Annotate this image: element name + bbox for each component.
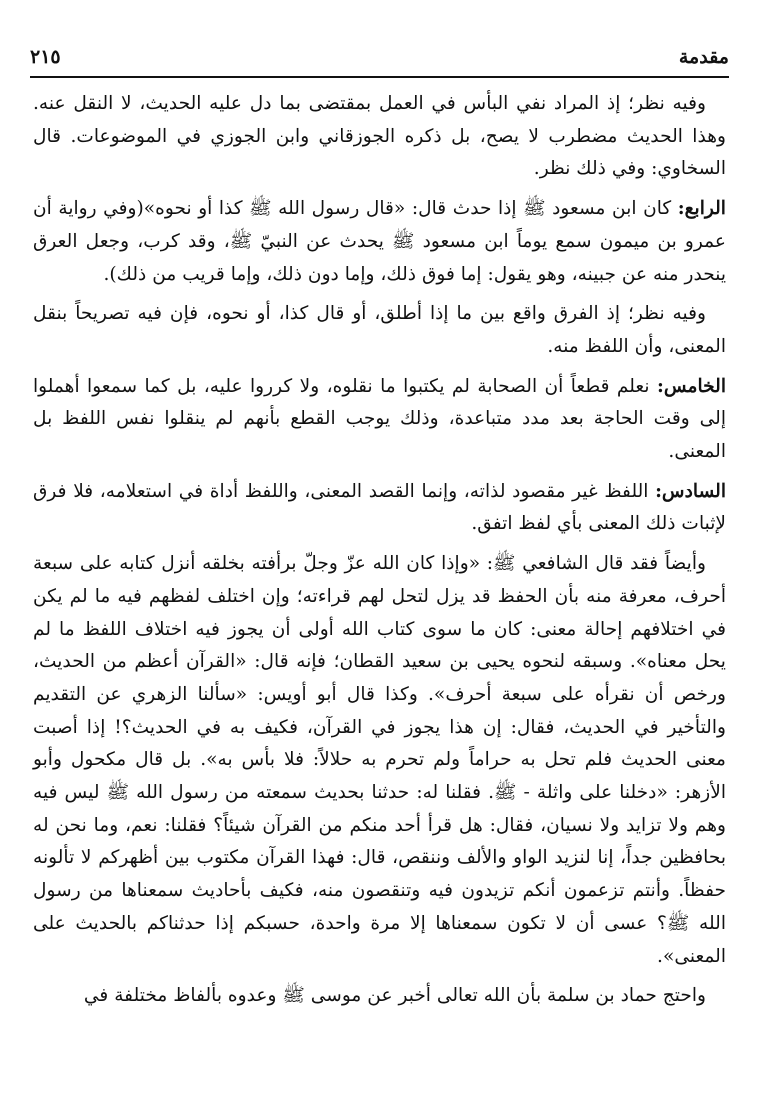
paragraph	[33, 193, 726, 291]
paragraph-label: الخامس:	[656, 375, 726, 397]
page-body	[33, 88, 726, 1020]
page-header	[30, 42, 729, 76]
paragraph-text: اللفظ غير مقصود لذاته، وإنما القصد المعنى، واللفظ أداة في استعلامه، فلا فرق لإثبات ذلك المعنى بأي لفظ اتفق.	[33, 480, 726, 535]
header-rule	[30, 76, 729, 78]
paragraph	[33, 548, 726, 973]
paragraph-text: وفيه نظر؛ إذ المراد نفي البأس في العمل بمقتضى بما دل عليه الحديث، لا النقل عنه. وهذا الحديث مضطرب لا يصح، بل ذكره الجوزقاني وابن الجوزي في الموضوعات. قال السخاوي: وفي ذلك نظر.	[33, 93, 726, 180]
paragraph-text: كان ابن مسعود ﷺ إذا حدث قال: «قال رسول الله ﷺ كذا أو نحوه»(وفي رواية أن عمرو بن ميمون سمع يوماً ابن مسعود ﷺ يحدث عن النبيّ ﷺ، وقد كرب، وجعل العرق ينحدر منه عن جبينه، وهو يقول: إما فوق ذلك، وإما دون ذلك، وإما قريب من ذلك).	[33, 198, 726, 285]
paragraph-label: الرابع:	[677, 198, 726, 220]
paragraph	[33, 476, 726, 541]
paragraph	[33, 298, 726, 363]
paragraph	[33, 88, 726, 186]
paragraph-label: السادس:	[655, 480, 726, 502]
paragraph-text: وفيه نظر؛ إذ الفرق واقع بين ما إذا أطلق، أو قال كذا، أو نحوه، فإن فيه تصريحاً بنقل المعنى، وأن اللفظ منه.	[33, 303, 726, 357]
paragraph-text: واحتج حماد بن سلمة بأن الله تعالى أخبر عن موسى ﷺ وعدوه بألفاظ مختلفة في	[83, 985, 706, 1007]
paragraph	[33, 371, 726, 469]
paragraph	[33, 980, 726, 1013]
page-number: ٢١٥	[30, 46, 61, 68]
paragraph-text: وأيضاً فقد قال الشافعي ﷺ: «وإذا كان الله عزّ وجلّ برأفته بخلقه أنزل كتابه على سبعة أحرف، معرفة منه بأن الحفظ قد يزل لتحل لهم قراءته؛ وإن اختلف لفظهم فيه ما لم يكن في اختلافهم إحالة معنى: كان ما سوى كتاب الله أولى أن يجوز فيه اختلاف اللفظ ما لم يحل معناه». وسبقه لنحوه يحيى بن سعيد القطان؛ فإنه قال: «القرآن أعظم من الحديث، ورخص أن نقرأه على سبعة أحرف». وكذا قال أبو أويس: «سألنا الزهري عن التقديم والتأخير في الحديث، فقال: إن هذا يجوز في القرآن، فكيف به في الحديث؟! إذا أصبت معنى الحديث فلم تحل به حراماً ولم تحرم به حلالاً: فلا بأس به». بل قال مكحول وأبو الأزهر: «دخلنا على واثلة - ﷺ. فقلنا له: حدثنا بحديث سمعته من رسول الله ﷺ ليس فيه وهم ولا تزايد ولا نسيان، فقال: هل قرأ أحد منكم من القرآن شيئاً؟ فقلنا: نعم، وما نحن له بحافظين جداً، إنا لنزيد الواو والألف وننقص، قال: فهذا القرآن مكتوب بين أظهركم لا تألونه حفظاً. وأنتم تزعمون أنكم تزيدون فيه وتنقصون منه، فكيف بأحاديث سمعناها من رسول الله ﷺ؟ عسى أن لا تكون سمعناها إلا مرة واحدة، حسبكم إذا حدثناكم بالحديث على المعنى».	[33, 553, 726, 967]
paragraph-text: نعلم قطعاً أن الصحابة لم يكتبوا ما نقلوه، ولا كرروا عليه، بل كما سمعوا أهملوا إلى وقت الحاجة بعد مدد متباعدة، وذلك يوجب القطع بأنهم لم ينقلوا نفس اللفظ بل المعنى.	[33, 375, 726, 463]
running-title: مقدمة	[678, 46, 729, 68]
